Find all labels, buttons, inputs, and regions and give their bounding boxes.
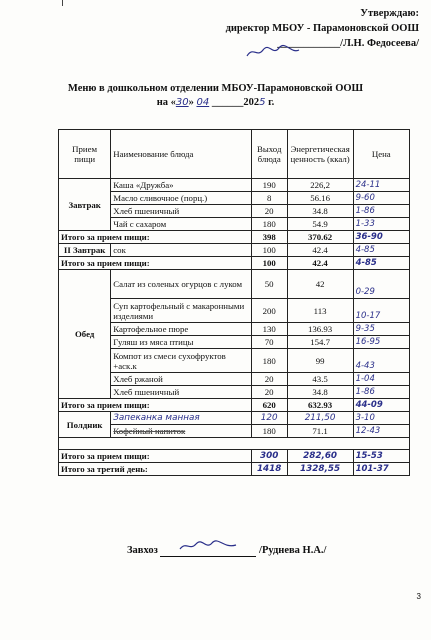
total-output: 100 xyxy=(251,257,287,270)
dish-price: 1-33 xyxy=(353,218,409,231)
table-header-row xyxy=(59,130,410,179)
total-output: 398 xyxy=(251,231,287,244)
dish-price: 4-43 xyxy=(353,349,409,373)
dish-name: Хлеб ржаной xyxy=(111,373,251,386)
dish-price: 10-17 xyxy=(353,299,409,323)
total-row xyxy=(59,231,410,244)
total-price: 15-53 xyxy=(353,450,409,463)
dish-price: 16-95 xyxy=(353,336,409,349)
dish-price: 1-04 xyxy=(353,373,409,386)
dish-name: Масло сливочное (порц.) xyxy=(111,192,251,205)
dish-price: 12-43 xyxy=(353,425,409,438)
table-row xyxy=(59,425,410,438)
dish-price: 24-11 xyxy=(353,179,409,192)
dish-energy: 42.4 xyxy=(287,244,353,257)
dish-price: 9-60 xyxy=(353,192,409,205)
total-output: 300 xyxy=(251,450,287,463)
menu-title xyxy=(0,82,431,110)
dish-name: Кофейный напиток xyxy=(111,425,251,438)
total-label: Итого за прием пищи: xyxy=(59,450,252,463)
spacer-cell xyxy=(59,438,410,450)
total-energy: 370.62 xyxy=(287,231,353,244)
dish-price: 1-86 xyxy=(353,205,409,218)
dish-name: Суп картофельный с макаронными изделиями xyxy=(111,299,251,323)
approve-name-line: ____________/Л.Н. Федосеева/ xyxy=(277,38,419,49)
dish-energy: 34.8 xyxy=(287,205,353,218)
dish-output: 190 xyxy=(251,179,287,192)
dish-energy: 54.9 xyxy=(287,218,353,231)
table-row xyxy=(59,218,410,231)
dish-energy: 154.7 xyxy=(287,336,353,349)
total-energy: 632.93 xyxy=(287,399,353,412)
day-total-energy: 1328,55 xyxy=(287,463,353,476)
director-signature xyxy=(243,44,303,60)
footer-signature-line xyxy=(160,539,256,557)
dish-name: Каша «Дружба» xyxy=(111,179,251,192)
dish-energy: 71.1 xyxy=(287,425,353,438)
table-row xyxy=(59,349,410,373)
dish-price: 3-10 xyxy=(353,412,409,425)
table-row xyxy=(59,323,410,336)
total-price: 44-09 xyxy=(353,399,409,412)
table-row xyxy=(59,192,410,205)
total-row xyxy=(59,450,410,463)
dish-output: 20 xyxy=(251,373,287,386)
total-price: 4-85 xyxy=(353,257,409,270)
footer-label: Завхоз xyxy=(127,545,158,556)
approve-name: /Л.Н. Федосеева/ xyxy=(340,38,419,49)
date-month: 04 xyxy=(196,97,210,108)
total-row xyxy=(59,257,410,270)
footer-signature xyxy=(127,539,326,557)
footer-name: /Руднева Н.А./ xyxy=(259,545,327,556)
dish-energy: 42 xyxy=(287,270,353,299)
menu-title-line: Меню в дошкольном отделении МБОУ-Парамоновской ООШ xyxy=(67,83,364,94)
day-total-output: 1418 xyxy=(251,463,287,476)
dish-name: Хлеб пшеничный xyxy=(111,205,251,218)
approve-title: Утверждаю: xyxy=(360,8,419,19)
dish-energy: 99 xyxy=(287,349,353,373)
dish-price: 4-85 xyxy=(353,244,409,257)
table-row-spacer xyxy=(59,438,410,450)
total-row xyxy=(59,399,410,412)
total-label: Итого за прием пищи: xyxy=(59,399,252,412)
table-row xyxy=(59,179,410,192)
table-row xyxy=(59,205,410,218)
table-row xyxy=(59,386,410,399)
dish-name: Картофельное пюре xyxy=(111,323,251,336)
dish-name: Хлеб пшеничный xyxy=(111,386,251,399)
dish-energy: 34.8 xyxy=(287,386,353,399)
header-output: Выход блюда xyxy=(251,130,287,179)
dish-price: 1-86 xyxy=(353,386,409,399)
page-number: 3 xyxy=(416,592,421,601)
header-price: Цена xyxy=(353,130,409,179)
dish-name: Компот из смеси сухофруктов +аск.к xyxy=(111,349,251,373)
dish-energy: 136.93 xyxy=(287,323,353,336)
dish-output: 180 xyxy=(251,425,287,438)
dish-output: 20 xyxy=(251,205,287,218)
date-year-digit: 5 xyxy=(259,97,266,108)
table-row xyxy=(59,336,410,349)
dish-output: 70 xyxy=(251,336,287,349)
dish-output: 20 xyxy=(251,386,287,399)
meal-second-breakfast: II Завтрак xyxy=(59,244,111,257)
menu-date: на «30» 04 ______2025 г. xyxy=(156,97,275,108)
table-row xyxy=(59,299,410,323)
dish-output: 200 xyxy=(251,299,287,323)
dish-name: Чай с сахаром xyxy=(111,218,251,231)
dish-output: 180 xyxy=(251,349,287,373)
total-label: Итого за прием пищи: xyxy=(59,231,252,244)
dish-energy: 113 xyxy=(287,299,353,323)
dish-energy: 56.16 xyxy=(287,192,353,205)
dish-energy: 43.5 xyxy=(287,373,353,386)
header-meal: Прием пищи xyxy=(59,130,111,179)
meal-snack: Полдник xyxy=(59,412,111,438)
corner-mark xyxy=(62,0,71,6)
dish-price: 0-29 xyxy=(353,270,409,299)
total-energy: 282,60 xyxy=(287,450,353,463)
dish-output: 8 xyxy=(251,192,287,205)
dish-energy: 226,2 xyxy=(287,179,353,192)
approve-position: директор МБОУ - Парамоновской ООШ xyxy=(225,23,419,34)
day-total-row xyxy=(59,463,410,476)
meal-breakfast: Завтрак xyxy=(59,179,111,231)
day-total-price: 101-37 xyxy=(353,463,409,476)
dish-output: 180 xyxy=(251,218,287,231)
table-row xyxy=(59,412,410,425)
total-price: 36-90 xyxy=(353,231,409,244)
date-day: 30 xyxy=(175,97,189,108)
table-row xyxy=(59,244,410,257)
dish-output: 50 xyxy=(251,270,287,299)
dish-output: 130 xyxy=(251,323,287,336)
dish-name: сок xyxy=(111,244,251,257)
footer-signature-scribble xyxy=(178,539,238,553)
dish-output: 120 xyxy=(251,412,287,425)
header-energy: Энергетическая ценность (ккал) xyxy=(287,130,353,179)
total-label: Итого за прием пищи: xyxy=(59,257,252,270)
total-output: 620 xyxy=(251,399,287,412)
meal-lunch: Обед xyxy=(59,270,111,399)
dish-name: Гуляш из мяса птицы xyxy=(111,336,251,349)
table-row xyxy=(59,373,410,386)
dish-energy: 211,50 xyxy=(287,412,353,425)
header-name: Наименование блюда xyxy=(111,130,251,179)
total-energy: 42.4 xyxy=(287,257,353,270)
dish-name: Салат из соленых огурцов с луком xyxy=(111,270,251,299)
dish-price: 9-35 xyxy=(353,323,409,336)
dish-name: Запеканка манная xyxy=(111,412,251,425)
day-total-label: Итого за третий день: xyxy=(59,463,252,476)
menu-table xyxy=(58,129,410,476)
dish-output: 100 xyxy=(251,244,287,257)
table-row xyxy=(59,270,410,299)
